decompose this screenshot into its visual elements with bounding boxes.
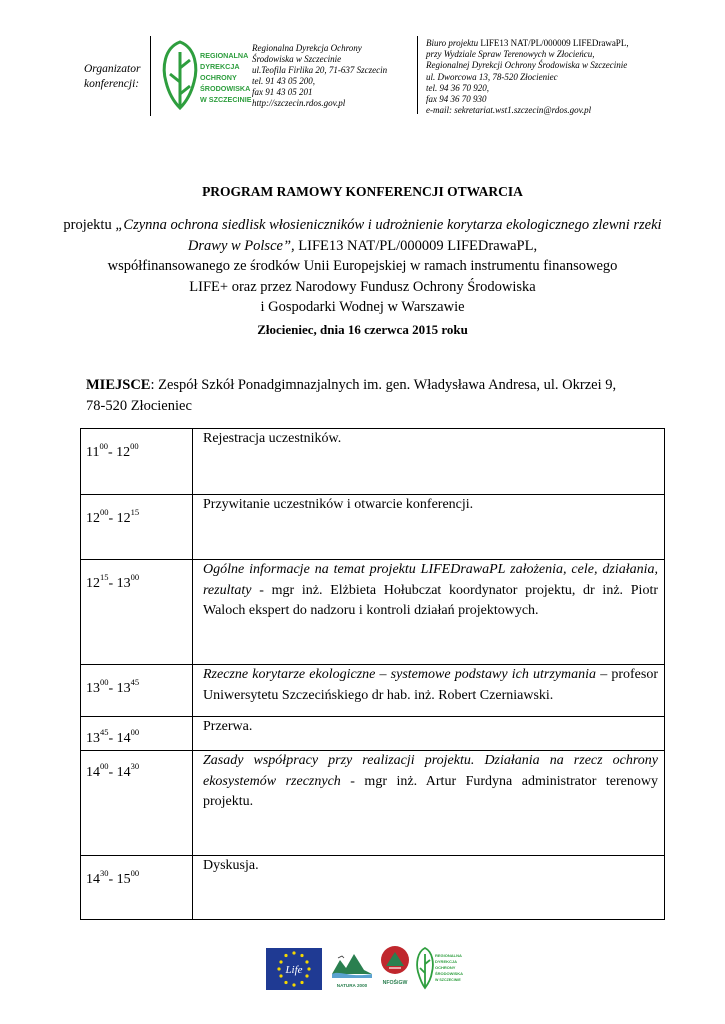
project-office-line: ul. Dworcowa 13, 78-520 Złocieniec [426, 71, 558, 82]
rdos-logo-line-1: REGIONALNA [200, 51, 249, 60]
time-end-minute: 00 [130, 441, 139, 452]
time-end-hour: 13 [116, 681, 131, 696]
eu-life-logo [266, 948, 322, 990]
rdos-website: http://szczecin.rdos.gov.pl [252, 98, 346, 108]
project-office-line-1 [426, 38, 686, 49]
time-start-minute: 00 [100, 761, 109, 772]
agenda-row [81, 429, 665, 495]
agenda-row [81, 495, 665, 560]
time-end-hour: 12 [116, 445, 131, 460]
agenda-time [81, 429, 193, 495]
place-block [86, 375, 656, 417]
time-start-minute: 00 [99, 441, 108, 452]
agenda-time [81, 560, 193, 665]
intro-line-5: i Gospodarki Wodnej w Warszawie [260, 299, 465, 315]
place-line-2: 78-520 Złocieniec [86, 398, 192, 414]
time-separator: - [108, 681, 117, 696]
rdos-contact-line: ul.Teofila Firlika 20, 71-637 Szczecin [252, 65, 388, 75]
time-start-minute: 45 [100, 727, 109, 738]
intro-prefix: projektu [63, 217, 116, 233]
agenda-description [193, 856, 665, 920]
rdos-small-logo [414, 946, 463, 990]
time-start-hour: 14 [86, 872, 100, 887]
agenda-description [193, 665, 665, 717]
time-end-minute: 00 [130, 572, 140, 583]
agenda-text: Przerwa. [203, 719, 253, 734]
document-title: PROGRAM RAMOWY KONFERENCJI OTWARCIA [202, 184, 523, 199]
nfosigw-logo [380, 944, 410, 990]
agenda-text: Rejestracja uczestników. [203, 431, 342, 446]
rdos-logo [160, 38, 252, 112]
time-end-minute: 15 [130, 507, 140, 518]
time-separator: - [108, 731, 117, 746]
rdos-contact-line: Środowiska w Szczecinie [252, 54, 342, 64]
time-end-minute: 00 [130, 727, 140, 738]
time-start-minute: 00 [100, 677, 109, 688]
time-start-hour: 12 [86, 511, 100, 526]
intro-line-4: LIFE+ oraz przez Narodowy Fundusz Ochrony Środowiska [189, 278, 536, 295]
rdos-small-line-3: OCHRONY [435, 965, 456, 970]
time-separator: - [107, 445, 117, 460]
time-start-hour: 14 [86, 765, 100, 780]
agenda-time [81, 665, 193, 717]
project-office-line: fax 94 36 70 930 [426, 94, 487, 105]
natura-2000-logo [330, 948, 374, 990]
agenda-row [81, 751, 665, 856]
time-start-minute: 15 [100, 572, 109, 583]
time-start-hour: 11 [86, 445, 100, 460]
time-end-minute: 30 [130, 761, 140, 772]
agenda-row [81, 717, 665, 751]
place-label: MIEJSCE [86, 377, 151, 393]
intro-line-1-2 [60, 215, 665, 256]
rdos-contact-line: fax 91 43 05 201 [252, 87, 313, 97]
agenda-description [193, 751, 665, 856]
agenda-table [80, 428, 665, 920]
natura-logo-text: NATURA 2000 [336, 983, 368, 988]
header-divider-right [417, 36, 418, 114]
organizer-label: Organizator konferencji: [84, 63, 141, 90]
place-line-1 [86, 375, 656, 396]
agenda-description [193, 429, 665, 495]
rdos-logo-line-3: OCHRONY [200, 73, 237, 82]
agenda-text: - mgr inż. Artur Furdyna administrator terenowy projektu. [203, 773, 658, 809]
agenda-description [193, 717, 665, 751]
time-separator: - [108, 511, 117, 526]
agenda-row [81, 665, 665, 717]
project-office-line: przy Wydziale Spraw Terenowych w Złocieńcu, [426, 49, 595, 60]
place-text: : Zespół Szkół Ponadgimnazjalnych im. gen. Władysława Andresa, ul. Okrzei 9, [150, 377, 617, 393]
life-logo-text: Life [285, 964, 303, 976]
project-office-code: LIFE13 NAT/PL/000009 LIFEDrawaPL, [480, 38, 629, 48]
project-office-line: Regionalnej Dyrekcji Ochrony Środowiska w Szczecinie [426, 60, 628, 71]
project-office-email: e-mail: sekretariat.wst1.szczecin@rdos.gov.pl [426, 105, 592, 116]
rdos-logo-line-4: ŚRODOWISKA [200, 84, 251, 93]
time-separator: - [108, 765, 117, 780]
rdos-contact-line: tel. 91 43 05 200, [252, 76, 315, 86]
intro-line-3: współfinansowanego ze środków Unii Europejskiej w ramach instrumentu finansowego [107, 258, 618, 274]
header-divider-left [150, 36, 151, 116]
agenda-row [81, 856, 665, 920]
time-start-hour: 13 [86, 681, 100, 696]
time-end-hour: 13 [116, 576, 131, 591]
time-separator: - [108, 576, 117, 591]
agenda-topic: Rzeczne korytarze ekologiczne – systemowe podstawy ich utrzymania [203, 667, 597, 682]
time-start-minute: 00 [100, 507, 109, 518]
agenda-time [81, 717, 193, 751]
rdos-small-line-2: DYREKCJA [435, 959, 458, 964]
rdos-logo-line-2: DYREKCJA [200, 62, 240, 71]
agenda-text: – profesor Uniwersytetu Szczecińskiego dr hab. inż. Robert Czerniawski. [203, 667, 658, 703]
rdos-contact-block [252, 43, 412, 109]
agenda-time [81, 856, 193, 920]
intro-project-name: „Czynna ochrona siedlisk włosieniczników i udrożnienie korytarza ekologicznego zlewni rzeki Drawy w Polsce”, [115, 217, 662, 254]
rdos-small-line-4: ŚRODOWISKA [435, 971, 463, 976]
project-intro [60, 215, 665, 318]
time-end-hour: 14 [116, 765, 131, 780]
time-end-hour: 12 [116, 511, 131, 526]
agenda-time [81, 751, 193, 856]
time-start-minute: 30 [100, 868, 109, 879]
nfosigw-logo-text: NFOŚiGW [382, 980, 408, 986]
time-start-hour: 12 [86, 576, 100, 591]
agenda-topic: Ogólne informacje na temat projektu LIFEDrawaPL założenia, cele, działania, rezultaty [203, 562, 658, 598]
rdos-small-line-1: REGIONALNA [435, 953, 462, 958]
intro-project-code: LIFE13 NAT/PL/000009 LIFEDrawaPL, [294, 237, 538, 254]
rdos-small-line-5: W SZCZECINIE [435, 978, 461, 982]
agenda-text: - mgr inż. Elżbieta Hołubczat koordynator projektu, dr inż. Piotr Waloch ekspert do nadzoru i kontroli działań projektowych. [203, 582, 658, 618]
time-end-hour: 14 [116, 731, 131, 746]
time-end-minute: 45 [130, 677, 140, 688]
agenda-topic: Zasady współpracy przy realizacji projektu. Działania na rzecz ochrony ekosystemów rzecznych [203, 753, 658, 789]
time-end-hour: 15 [116, 872, 131, 887]
agenda-time [81, 495, 193, 560]
rdos-logo-line-5: W SZCZECINIE [200, 95, 252, 104]
agenda-text: Dyskusja. [203, 858, 259, 873]
time-start-hour: 13 [86, 731, 100, 746]
agenda-text: Przywitanie uczestników i otwarcie konferencji. [203, 497, 474, 512]
agenda-row [81, 560, 665, 665]
rdos-contact-line: Regionalna Dyrekcja Ochrony [252, 43, 362, 53]
time-end-minute: 00 [130, 868, 140, 879]
project-office-prefix: Biuro projektu [426, 38, 481, 48]
project-office-line: tel. 94 36 70 920, [426, 82, 489, 93]
agenda-description [193, 495, 665, 560]
agenda-description [193, 560, 665, 665]
date-line: Złocieniec, dnia 16 czerwca 2015 roku [257, 322, 468, 337]
project-office-block [426, 38, 686, 116]
time-separator: - [108, 872, 117, 887]
